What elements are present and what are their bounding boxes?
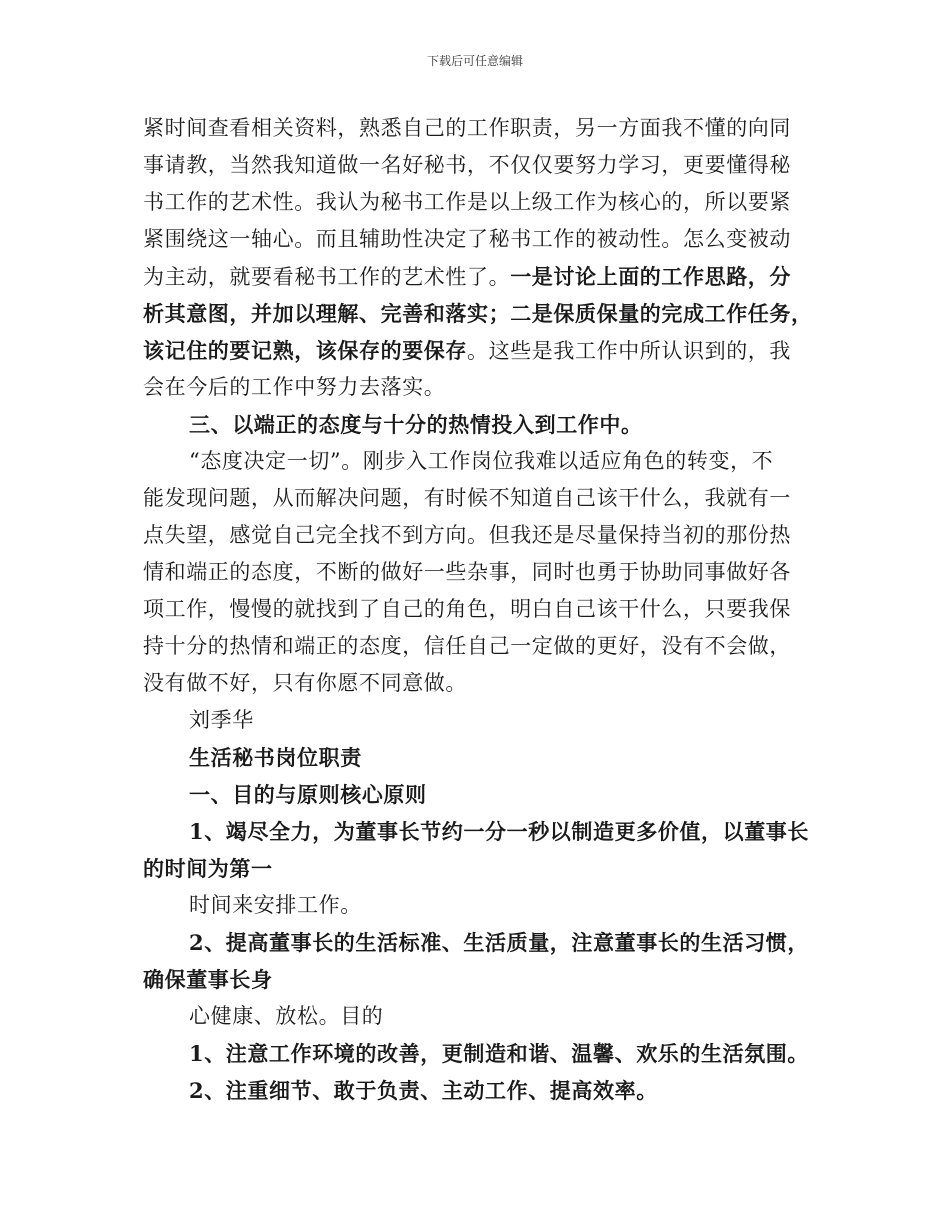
text-line [143,924,823,961]
bold-text: 生活秘书岗位职责 [189,745,362,770]
text-line [143,147,823,184]
text-line [143,702,823,739]
text-line [143,517,823,554]
body-text: 持十分的热情和端正的态度，信任自己一定做的更好，没有不会做， [143,634,791,658]
text-line [143,1035,823,1072]
text-line [143,480,823,517]
text-line [143,776,823,813]
body-text: “态度决定一切”。刚步入工作岗位我难以适应角色的转变，不 [189,449,774,473]
text-line [143,295,823,332]
body-text: 事请教，当然我知道做一名好秘书，不仅仅要努力学习，更要懂得秘 [143,153,791,177]
bold-text: 2、注重细节、敢于负责、主动工作、提高效率。 [189,1078,658,1103]
text-line [143,332,823,369]
text-line [143,998,823,1035]
text-line [143,406,823,443]
body-text: 紧时间查看相关资料，熟悉自己的工作职责，另一方面我不懂的向同 [143,116,791,140]
text-line [143,813,823,850]
text-line [143,887,823,924]
bold-text: 一、目的与原则核心原则 [189,782,427,807]
text-line [143,110,823,147]
body-text: 。这些是我工作中所认识到的，我 [467,339,791,363]
body-text: 会在今后的工作中努力去落实。 [143,375,446,399]
text-line [143,1072,823,1109]
text-line [143,591,823,628]
body-text: 书工作的艺术性。我认为秘书工作是以上级工作为核心的，所以要紧 [143,190,791,214]
bold-text: 析其意图，并加以理解、完善和落实；二是保质保量的完成工作任务， [143,301,813,326]
document-body [143,110,823,1109]
text-line [143,258,823,295]
page-header: 下载后可任意编辑 [426,54,523,68]
body-text: 点失望，感觉自己完全找不到方向。但我还是尽量保持当初的那份热 [143,523,791,547]
text-line [143,665,823,702]
bold-text: 该记住的要记熟，该保存的要保存 [143,338,467,363]
body-text: 心健康、放松。目的 [189,1004,384,1028]
bold-text: 三、以端正的态度与十分的热情投入到工作中。 [189,412,643,437]
text-line [143,221,823,258]
bold-text: 的时间为第一 [143,856,273,881]
body-text: 时间来安排工作。 [189,893,362,917]
text-line [143,961,823,998]
body-text: 能发现问题，从而解决问题，有时候不知道自己该干什么，我就有一 [143,486,791,510]
body-text: 项工作，慢慢的就找到了自己的角色，明白自己该干什么，只要我保 [143,597,791,621]
body-text: 刘季华 [189,708,254,732]
text-line [143,184,823,221]
text-line [143,739,823,776]
body-text: 为主动，就要看秘书工作的艺术性了。 [143,265,511,289]
body-text: 没有做不好，只有你愿不同意做。 [143,671,467,695]
body-text: 紧围绕这一轴心。而且辅助性决定了秘书工作的被动性。怎么变被动 [143,227,791,251]
text-line [143,554,823,591]
bold-text: 2、提高董事长的生活标准、生活质量，注意董事长的生活习惯， [189,930,810,955]
text-line [143,443,823,480]
bold-text: 1、注意工作环境的改善，更制造和谐、温馨、欢乐的生活氛围。 [189,1041,810,1066]
bold-text: 1、竭尽全力，为董事长节约一分一秒以制造更多价值，以董事长 [189,819,810,844]
bold-text: 确保董事长身 [143,967,273,992]
text-line [143,628,823,665]
text-line [143,850,823,887]
body-text: 情和端正的态度，不断的做好一些杂事，同时也勇于协助同事做好各 [143,560,791,584]
text-line [143,369,823,406]
bold-text: 一是讨论上面的工作思路，分 [510,264,792,289]
